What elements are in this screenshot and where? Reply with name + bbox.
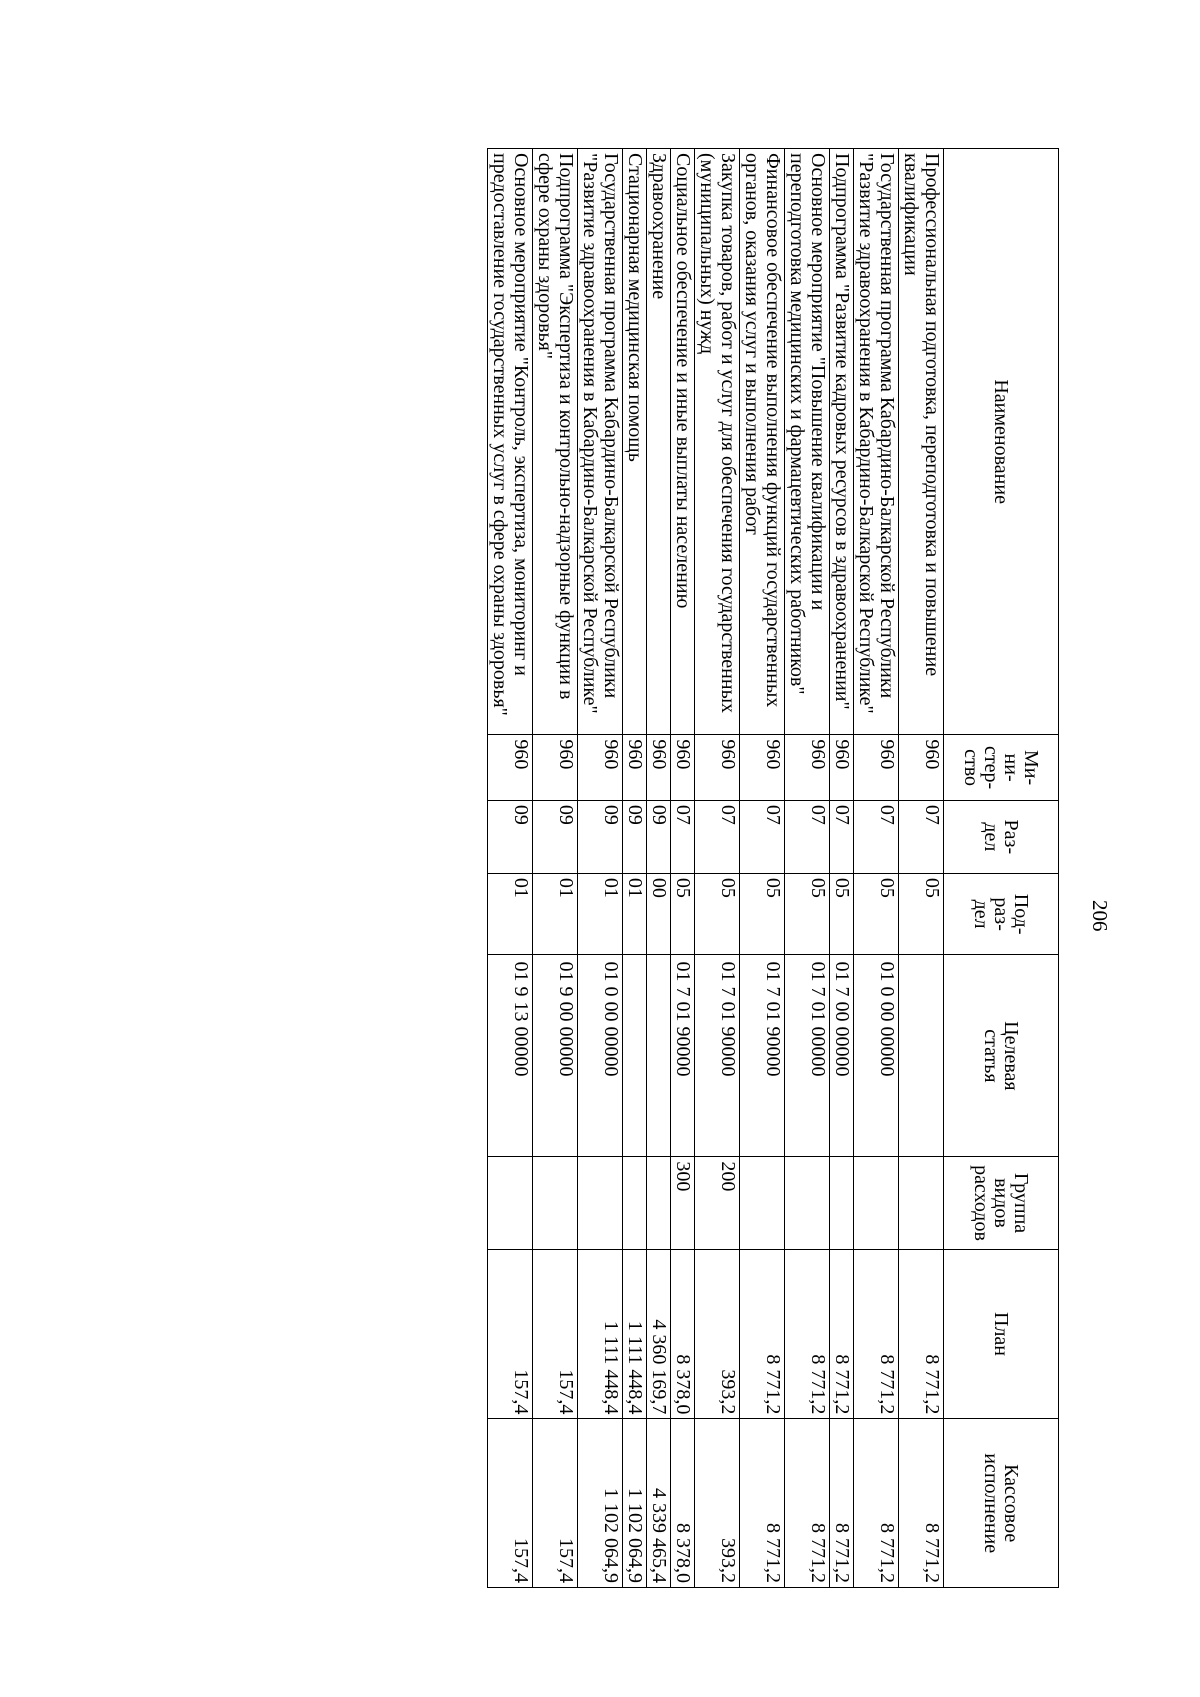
cell-exec: 157,4 <box>533 1419 578 1588</box>
table-row <box>578 149 623 1588</box>
rotated-table-wrapper <box>134 148 1059 1588</box>
cell-subsection: 05 <box>854 873 899 955</box>
cell-subsection: 01 <box>533 873 578 955</box>
header-exec: Кассовое исполнение <box>944 1419 1059 1588</box>
cell-name: Государственная программа Кабардино-Балкарской Республики "Развитие здравоохранения в Кабардино-Балкарской Республике" <box>854 149 899 735</box>
cell-ministry: 960 <box>533 735 578 801</box>
cell-subsection: 00 <box>647 873 671 955</box>
cell-name: Подпрограмма "Развитие кадровых ресурсов в здравоохранении" <box>830 149 854 735</box>
cell-plan: 157,4 <box>488 1249 533 1419</box>
cell-exec: 1 102 064,9 <box>623 1419 647 1588</box>
cell-plan: 8 771,2 <box>830 1249 854 1419</box>
cell-subsection: 05 <box>830 873 854 955</box>
cell-section: 07 <box>695 800 740 873</box>
table-row <box>854 149 899 1588</box>
cell-section: 09 <box>578 800 623 873</box>
header-name: Наименование <box>944 149 1059 735</box>
cell-group <box>488 1157 533 1249</box>
budget-table <box>487 148 1059 1588</box>
header-plan: План <box>944 1249 1059 1419</box>
cell-target <box>647 955 671 1157</box>
cell-target: 01 7 00 00000 <box>830 955 854 1157</box>
cell-section: 07 <box>671 800 695 873</box>
cell-subsection: 05 <box>899 873 944 955</box>
cell-plan: 4 360 169,7 <box>647 1249 671 1419</box>
cell-name: Государственная программа Кабардино-Балкарской Республики "Развитие здравоохранения в Кабардино-Балкарской Республике" <box>578 149 623 735</box>
cell-target <box>899 955 944 1157</box>
cell-plan: 8 771,2 <box>899 1249 944 1419</box>
cell-exec: 8 771,2 <box>854 1419 899 1588</box>
table-row <box>740 149 785 1588</box>
cell-name: Основное мероприятие "Повышение квалификации и переподготовка медицинских и фармацевтических работников" <box>785 149 830 735</box>
page-number: 206 <box>1088 900 1112 932</box>
cell-exec: 8 771,2 <box>740 1419 785 1588</box>
cell-plan: 1 111 448,4 <box>578 1249 623 1419</box>
table-row <box>623 149 647 1588</box>
cell-group <box>899 1157 944 1249</box>
cell-target: 01 7 01 90000 <box>740 955 785 1157</box>
cell-section: 07 <box>899 800 944 873</box>
cell-exec: 157,4 <box>488 1419 533 1588</box>
cell-target <box>623 955 647 1157</box>
header-target: Целевая статья <box>944 955 1059 1157</box>
cell-section: 09 <box>533 800 578 873</box>
cell-subsection: 05 <box>740 873 785 955</box>
cell-exec: 8 378,0 <box>671 1419 695 1588</box>
cell-group <box>647 1157 671 1249</box>
cell-group <box>623 1157 647 1249</box>
cell-exec: 8 771,2 <box>785 1419 830 1588</box>
cell-exec: 8 771,2 <box>830 1419 854 1588</box>
cell-target: 01 7 01 90000 <box>671 955 695 1157</box>
cell-ministry: 960 <box>854 735 899 801</box>
cell-ministry: 960 <box>623 735 647 801</box>
header-subsection: Под- раз- дел <box>944 873 1059 955</box>
cell-ministry: 960 <box>740 735 785 801</box>
cell-ministry: 960 <box>671 735 695 801</box>
table-row <box>647 149 671 1588</box>
table-row <box>671 149 695 1588</box>
cell-target: 01 9 13 00000 <box>488 955 533 1157</box>
cell-exec: 393,2 <box>695 1419 740 1588</box>
cell-section: 07 <box>854 800 899 873</box>
cell-group <box>740 1157 785 1249</box>
cell-subsection: 01 <box>578 873 623 955</box>
header-ministry: Ми- ни- стер- ство <box>944 735 1059 801</box>
cell-name: Основное мероприятие "Контроль, экспертиза, мониторинг и предоставление государственных услуг в сфере охраны здоровья" <box>488 149 533 735</box>
cell-exec: 8 771,2 <box>899 1419 944 1588</box>
cell-target: 01 7 01 00000 <box>785 955 830 1157</box>
cell-group <box>533 1157 578 1249</box>
cell-target: 01 0 00 00000 <box>578 955 623 1157</box>
cell-ministry: 960 <box>695 735 740 801</box>
cell-subsection: 05 <box>785 873 830 955</box>
cell-name: Профессиональная подготовка, переподготовка и повышение квалификации <box>899 149 944 735</box>
cell-plan: 8 378,0 <box>671 1249 695 1419</box>
cell-name: Финансовое обеспечение выполнения функций государственных органов, оказания услуг и выполнения работ <box>740 149 785 735</box>
cell-name: Закупка товаров, работ и услуг для обеспечения государственных (муниципальных) нужд <box>695 149 740 735</box>
table-row <box>488 149 533 1588</box>
header-section: Раз- дел <box>944 800 1059 873</box>
cell-subsection: 05 <box>695 873 740 955</box>
cell-exec: 4 339 465,4 <box>647 1419 671 1588</box>
cell-plan: 1 111 448,4 <box>623 1249 647 1419</box>
cell-name: Подпрограмма "Экспертиза и контрольно-надзорные функции в сфере охраны здоровья" <box>533 149 578 735</box>
cell-subsection: 05 <box>671 873 695 955</box>
cell-section: 07 <box>785 800 830 873</box>
cell-target: 01 7 01 90000 <box>695 955 740 1157</box>
cell-ministry: 960 <box>830 735 854 801</box>
table-row <box>695 149 740 1588</box>
cell-section: 09 <box>488 800 533 873</box>
cell-ministry: 960 <box>488 735 533 801</box>
cell-ministry: 960 <box>647 735 671 801</box>
cell-group <box>578 1157 623 1249</box>
header-group: Группа видов расходов <box>944 1157 1059 1249</box>
table-row <box>785 149 830 1588</box>
table-row <box>533 149 578 1588</box>
cell-section: 09 <box>623 800 647 873</box>
table-header-row <box>944 149 1059 1588</box>
cell-group: 200 <box>695 1157 740 1249</box>
cell-plan: 8 771,2 <box>740 1249 785 1419</box>
cell-name: Социальное обеспечение и иные выплаты населению <box>671 149 695 735</box>
cell-name: Здравоохранение <box>647 149 671 735</box>
cell-group <box>830 1157 854 1249</box>
table-row <box>899 149 944 1588</box>
cell-section: 07 <box>830 800 854 873</box>
cell-plan: 8 771,2 <box>785 1249 830 1419</box>
cell-ministry: 960 <box>899 735 944 801</box>
cell-plan: 8 771,2 <box>854 1249 899 1419</box>
cell-section: 07 <box>740 800 785 873</box>
cell-plan: 393,2 <box>695 1249 740 1419</box>
cell-subsection: 01 <box>623 873 647 955</box>
cell-ministry: 960 <box>578 735 623 801</box>
cell-ministry: 960 <box>785 735 830 801</box>
table-row <box>830 149 854 1588</box>
cell-exec: 1 102 064,9 <box>578 1419 623 1588</box>
cell-target: 01 9 00 00000 <box>533 955 578 1157</box>
cell-target: 01 0 00 00000 <box>854 955 899 1157</box>
cell-group <box>785 1157 830 1249</box>
cell-section: 09 <box>647 800 671 873</box>
cell-plan: 157,4 <box>533 1249 578 1419</box>
cell-group: 300 <box>671 1157 695 1249</box>
table-body <box>488 149 944 1588</box>
cell-name: Стационарная медицинская помощь <box>623 149 647 735</box>
cell-subsection: 01 <box>488 873 533 955</box>
cell-group <box>854 1157 899 1249</box>
